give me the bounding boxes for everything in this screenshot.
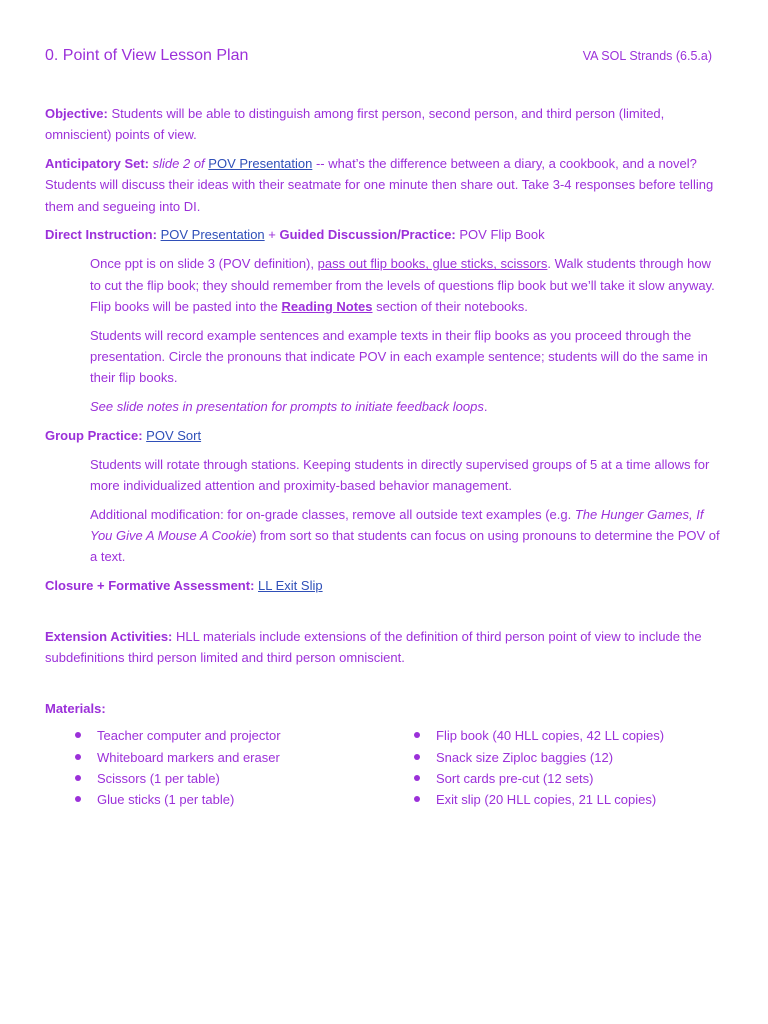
spacer-2	[45, 676, 723, 698]
objective-label: Objective:	[45, 106, 108, 121]
extension-label: Extension Activities:	[45, 628, 173, 644]
materials-lists	[45, 725, 723, 810]
list-item: Sort cards pre-cut (12 sets)	[411, 768, 664, 789]
extension-text: HLL materials include extensions of the definition of third person point of view to include the subdefinitions third person limited and third person omniscient.	[45, 628, 702, 666]
direct-instruction-paragraph	[45, 224, 723, 245]
reading-notes: Reading Notes	[281, 298, 373, 314]
page-title: 0. Point of View Lesson Plan	[45, 47, 249, 64]
group-practice-paragraph	[45, 425, 723, 446]
materials-list-left	[72, 725, 411, 810]
record-examples-paragraph: Students will record example sentences and example texts in their flip books as you proceed through the presentation. Circle the pronouns that indicate POV in each example sentence; students will do the same in their flip books.	[90, 327, 708, 386]
example-titles: The Hunger Games, If You Give A Mouse A Cookie	[90, 506, 704, 544]
stations-paragraph: Students will rotate through stations. Keeping students in directly supervised groups of 5 at a time allows for more individualized attention and proximity-based behavior management.	[90, 456, 710, 493]
list-item: Whiteboard markers and eraser	[72, 747, 411, 768]
extension-paragraph	[45, 626, 723, 669]
flip-book-text-b: . Walk students through how to cut the flip book; they should remember from the levels of questions flip book but we’ll take it slow anyway. Flip books will be pasted into the	[90, 256, 715, 314]
modification-text-b: ) from sort so that students can focus on using pronouns to determine the POV of a text.	[90, 528, 720, 565]
spacer	[45, 604, 723, 626]
slide-notes-text: See slide notes in presentation for prompts to initiate feedback loops	[90, 399, 484, 415]
header	[45, 47, 712, 65]
pov-sort-link[interactable]: POV Sort	[146, 427, 202, 443]
ll-exit-slip-link[interactable]: LL Exit Slip	[258, 578, 323, 594]
anticipatory-text: -- what’s the difference between a diary, a cookbook, and a novel? Students will discuss their ideas with their seatmate for one minute then share out. Take 3-4 responses before telling them and segueing into DI.	[45, 156, 714, 214]
anticipatory-slide: slide 2 of	[149, 156, 209, 172]
list-item: Scissors (1 per table)	[72, 768, 411, 789]
materials-label: Materials:	[45, 701, 106, 717]
document-body	[45, 103, 723, 811]
pass-out-materials: pass out flip books, glue sticks, scissors	[317, 256, 548, 272]
flip-book-text-c: section of their notebooks.	[372, 298, 528, 314]
materials-heading	[45, 698, 723, 719]
list-item: Exit slip (20 HLL copies, 21 LL copies)	[411, 789, 664, 810]
slide-notes-paragraph	[90, 396, 723, 417]
materials-list-right	[411, 725, 664, 810]
anticipatory-label: Anticipatory Set:	[45, 156, 150, 172]
guided-label: Guided Discussion/Practice:	[279, 227, 456, 243]
sol-strands: VA SOL Strands (6.5.a)	[582, 49, 712, 63]
objective-paragraph	[45, 103, 723, 146]
list-item: Glue sticks (1 per table)	[72, 789, 411, 810]
anticipatory-paragraph	[45, 153, 723, 217]
flip-book-text-a: Once ppt is on slide 3 (POV definition),	[90, 256, 318, 272]
group-practice-label: Group Practice:	[45, 427, 143, 443]
list-item: Flip book (40 HLL copies, 42 LL copies)	[411, 725, 664, 746]
slide-notes-end: .	[483, 399, 488, 415]
guided-text: POV Flip Book	[455, 227, 545, 243]
modification-paragraph	[90, 504, 723, 568]
closure-paragraph	[45, 575, 723, 596]
direct-instruction-label: Direct Instruction:	[45, 227, 157, 243]
pov-presentation-link-2[interactable]: POV Presentation	[160, 227, 265, 243]
closure-label: Closure + Formative Assessment:	[45, 578, 255, 594]
modification-text-a: Additional modification: for on-grade classes, remove all outside text examples (e.g.	[90, 506, 575, 522]
plus-sign: +	[264, 227, 280, 243]
objective-text: Students will be able to distinguish among first person, second person, and third person (limited, omniscient) points of view.	[45, 106, 665, 143]
flip-book-paragraph	[90, 253, 723, 317]
list-item: Snack size Ziploc baggies (12)	[411, 747, 664, 768]
pov-presentation-link[interactable]: POV Presentation	[208, 156, 313, 172]
list-item: Teacher computer and projector	[72, 725, 411, 746]
